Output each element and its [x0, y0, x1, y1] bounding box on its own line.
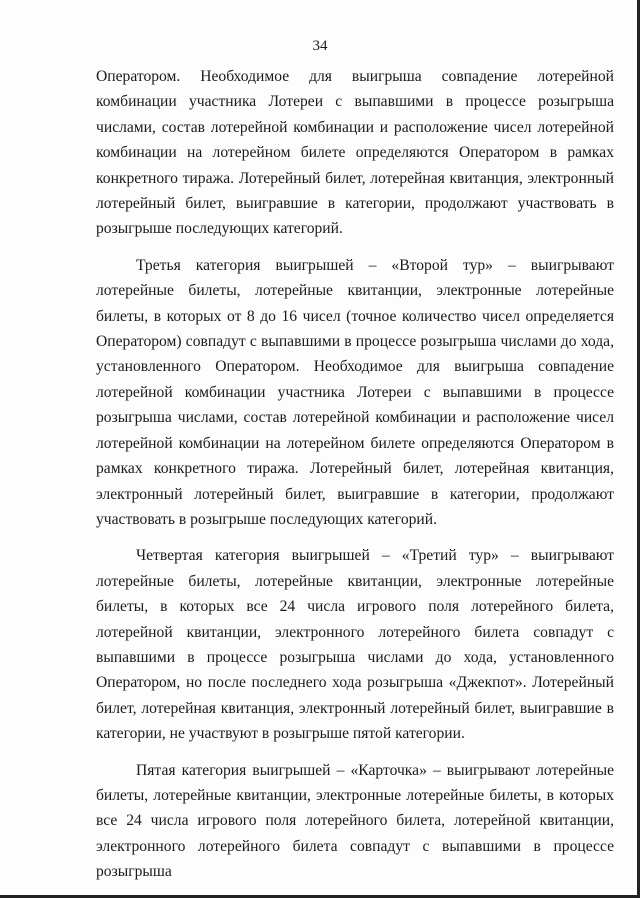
paragraph-continuation: Оператором. Необходимое для выигрыша совпадение лотерейной комбинации участника Лотереи с выпавшими в процессе розыгрыша числами, состав лотерейной комбинации и расположение чисел лотерейной комбинации на лотерейном билете определяются Оператором в рамках конкретного тиража. Лотерейный билет, лотерейная квитанция, электронный лотерейный билет, выигравшие в категории, продолжают участвовать в розыгрыше последующих категорий.	[96, 68, 614, 238]
paragraph-third-category: Третья категория выигрышей – «Второй тур» – выигрывают лотерейные билеты, лотерейные квитанции, электронные лотерейные билеты, в которых от 8 до 16 чисел (точное количество чисел определяется Оператором) совпадут с выпавшими в процессе розыгрыша числами до хода, установленного Оператором. Необходимое для выигрыша совпадение лотерейной комбинации участника Лотереи с выпавшими в процессе розыгрыша числами, состав лотерейной комбинации и расположение чисел лотерейной комбинации на лотерейном билете определяются Оператором в рамках конкретного тиража. Лотерейный билет, лотерейная квитанция, электронный лотерейный билет, выигравшие в категории, продолжают участвовать в розыгрыше последующих категорий.	[96, 256, 614, 528]
paragraph-fourth-category: Четвертая категория выигрышей – «Третий тур» – выигрывают лотерейные билеты, лотерейные квитанции, электронные лотерейные билеты, в которых все 24 числа игрового поля лотерейного билета, лотерейной квитанции, электронного лотерейного билета совпадут с выпавшими в процессе розыгрыша числами до хода, установленного Оператором, но после последнего хода розыгрыша «Джекпот». Лотерейный билет, лотерейная квитанция, электронный лотерейный билет, выигравшие в категории, не участвуют в розыгрыше пятой категории.	[96, 547, 614, 743]
paragraph-fifth-category: Пятая категория выигрышей – «Карточка» – выигрывают лотерейные билеты, лотерейные квитанции, электронные лотерейные билеты, в которых все 24 числа игрового поля лотерейного билета, лотерейной квитанции, электронного лотерейного билета совпадут с выпавшими в процессе розыгрыша	[96, 761, 614, 881]
document-body	[96, 64, 614, 896]
page-number: 34	[312, 38, 328, 54]
